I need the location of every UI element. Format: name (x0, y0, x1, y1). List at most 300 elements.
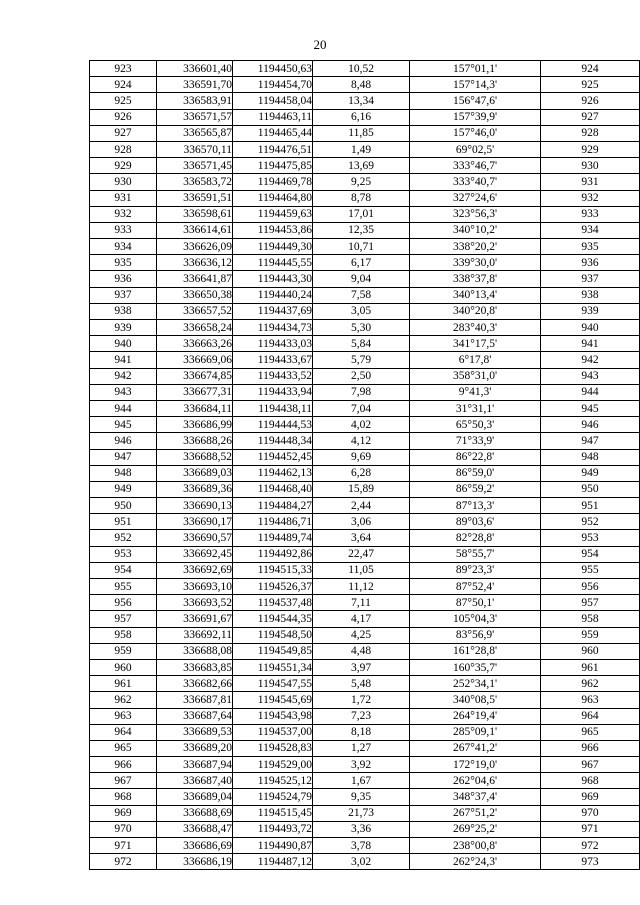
table-row (90, 109, 640, 125)
distance-cell: 3,92 (313, 757, 410, 773)
direction-angle-cell: 267°51,2' (410, 805, 541, 821)
direction-angle-cell: 348°37,4' (410, 789, 541, 805)
y-coordinate-cell: 1194433,03 (233, 336, 313, 352)
x-coordinate-cell: 336689,04 (157, 789, 233, 805)
next-point-cell: 948 (541, 449, 640, 465)
distance-cell: 13,69 (313, 158, 410, 174)
x-coordinate-cell: 336687,81 (157, 692, 233, 708)
direction-angle-cell: 89°23,3' (410, 562, 541, 578)
y-coordinate-cell: 1194529,00 (233, 757, 313, 773)
x-coordinate-cell: 336689,53 (157, 724, 233, 740)
point-number-cell: 966 (90, 757, 157, 773)
y-coordinate-cell: 1194469,78 (233, 174, 313, 190)
point-number-cell: 937 (90, 287, 157, 303)
x-coordinate-cell: 336690,57 (157, 530, 233, 546)
point-number-cell: 925 (90, 93, 157, 109)
distance-cell: 4,12 (313, 433, 410, 449)
point-number-cell: 964 (90, 724, 157, 740)
distance-cell: 1,72 (313, 692, 410, 708)
direction-angle-cell: 358°31,0' (410, 368, 541, 384)
x-coordinate-cell: 336583,91 (157, 93, 233, 109)
y-coordinate-cell: 1194476,51 (233, 141, 313, 157)
table-row (90, 546, 640, 562)
x-coordinate-cell: 336693,10 (157, 579, 233, 595)
table-row (90, 708, 640, 724)
direction-angle-cell: 340°13,4' (410, 287, 541, 303)
next-point-cell: 933 (541, 206, 640, 222)
table-row (90, 773, 640, 789)
direction-angle-cell: 89°03,6' (410, 514, 541, 530)
next-point-cell: 950 (541, 481, 640, 497)
point-number-cell: 952 (90, 530, 157, 546)
distance-cell: 6,16 (313, 109, 410, 125)
direction-angle-cell: 333°46,7' (410, 158, 541, 174)
table-row (90, 740, 640, 756)
y-coordinate-cell: 1194544,35 (233, 611, 313, 627)
point-number-cell: 970 (90, 821, 157, 837)
point-number-cell: 942 (90, 368, 157, 384)
table-row (90, 724, 640, 740)
next-point-cell: 960 (541, 643, 640, 659)
y-coordinate-cell: 1194525,12 (233, 773, 313, 789)
y-coordinate-cell: 1194462,13 (233, 465, 313, 481)
next-point-cell: 967 (541, 757, 640, 773)
point-number-cell: 971 (90, 838, 157, 854)
point-number-cell: 968 (90, 789, 157, 805)
point-number-cell: 969 (90, 805, 157, 821)
direction-angle-cell: 333°40,7' (410, 174, 541, 190)
distance-cell: 7,11 (313, 595, 410, 611)
point-number-cell: 954 (90, 562, 157, 578)
table-row (90, 481, 640, 497)
next-point-cell: 956 (541, 579, 640, 595)
y-coordinate-cell: 1194515,45 (233, 805, 313, 821)
next-point-cell: 926 (541, 93, 640, 109)
direction-angle-cell: 86°59,0' (410, 465, 541, 481)
next-point-cell: 928 (541, 125, 640, 141)
next-point-cell: 959 (541, 627, 640, 643)
table-row (90, 805, 640, 821)
distance-cell: 12,35 (313, 222, 410, 238)
x-coordinate-cell: 336669,06 (157, 352, 233, 368)
distance-cell: 2,44 (313, 498, 410, 514)
table-row (90, 562, 640, 578)
distance-cell: 9,69 (313, 449, 410, 465)
direction-angle-cell: 172°19,0' (410, 757, 541, 773)
point-number-cell: 936 (90, 271, 157, 287)
x-coordinate-cell: 336663,26 (157, 336, 233, 352)
point-number-cell: 959 (90, 643, 157, 659)
direction-angle-cell: 86°59,2' (410, 481, 541, 497)
point-number-cell: 933 (90, 222, 157, 238)
y-coordinate-cell: 1194433,94 (233, 384, 313, 400)
y-coordinate-cell: 1194454,70 (233, 77, 313, 93)
x-coordinate-cell: 336591,70 (157, 77, 233, 93)
direction-angle-cell: 340°20,8' (410, 303, 541, 319)
y-coordinate-cell: 1194463,11 (233, 109, 313, 125)
distance-cell: 5,84 (313, 336, 410, 352)
y-coordinate-cell: 1194486,71 (233, 514, 313, 530)
x-coordinate-cell: 336690,17 (157, 514, 233, 530)
x-coordinate-cell: 336688,26 (157, 433, 233, 449)
direction-angle-cell: 338°20,2' (410, 239, 541, 255)
x-coordinate-cell: 336677,31 (157, 384, 233, 400)
coordinates-table (89, 60, 640, 870)
distance-cell: 7,23 (313, 708, 410, 724)
y-coordinate-cell: 1194545,69 (233, 692, 313, 708)
y-coordinate-cell: 1194526,37 (233, 579, 313, 595)
x-coordinate-cell: 336688,52 (157, 449, 233, 465)
distance-cell: 4,25 (313, 627, 410, 643)
point-number-cell: 963 (90, 708, 157, 724)
x-coordinate-cell: 336686,69 (157, 838, 233, 854)
x-coordinate-cell: 336689,03 (157, 465, 233, 481)
direction-angle-cell: 157°01,1' (410, 61, 541, 77)
distance-cell: 1,49 (313, 141, 410, 157)
next-point-cell: 931 (541, 174, 640, 190)
table-row (90, 643, 640, 659)
next-point-cell: 939 (541, 303, 640, 319)
point-number-cell: 927 (90, 125, 157, 141)
y-coordinate-cell: 1194445,55 (233, 255, 313, 271)
table-row (90, 303, 640, 319)
x-coordinate-cell: 336692,69 (157, 562, 233, 578)
y-coordinate-cell: 1194433,67 (233, 352, 313, 368)
y-coordinate-cell: 1194484,27 (233, 498, 313, 514)
y-coordinate-cell: 1194444,53 (233, 417, 313, 433)
next-point-cell: 954 (541, 546, 640, 562)
y-coordinate-cell: 1194487,12 (233, 854, 313, 870)
table-row (90, 352, 640, 368)
distance-cell: 5,48 (313, 676, 410, 692)
next-point-cell: 970 (541, 805, 640, 821)
y-coordinate-cell: 1194453,86 (233, 222, 313, 238)
point-number-cell: 947 (90, 449, 157, 465)
table-row (90, 465, 640, 481)
next-point-cell: 971 (541, 821, 640, 837)
table-row (90, 125, 640, 141)
x-coordinate-cell: 336693,52 (157, 595, 233, 611)
table-row (90, 611, 640, 627)
distance-cell: 11,85 (313, 125, 410, 141)
next-point-cell: 937 (541, 271, 640, 287)
table-row (90, 320, 640, 336)
distance-cell: 6,17 (313, 255, 410, 271)
distance-cell: 1,67 (313, 773, 410, 789)
next-point-cell: 938 (541, 287, 640, 303)
table-row (90, 530, 640, 546)
table-row (90, 854, 640, 870)
point-number-cell: 931 (90, 190, 157, 206)
x-coordinate-cell: 336688,08 (157, 643, 233, 659)
x-coordinate-cell: 336641,87 (157, 271, 233, 287)
distance-cell: 10,71 (313, 239, 410, 255)
x-coordinate-cell: 336598,61 (157, 206, 233, 222)
next-point-cell: 964 (541, 708, 640, 724)
direction-angle-cell: 285°09,1' (410, 724, 541, 740)
direction-angle-cell: 161°28,8' (410, 643, 541, 659)
direction-angle-cell: 157°46,0' (410, 125, 541, 141)
x-coordinate-cell: 336688,69 (157, 805, 233, 821)
x-coordinate-cell: 336614,61 (157, 222, 233, 238)
x-coordinate-cell: 336658,24 (157, 320, 233, 336)
table-row (90, 368, 640, 384)
direction-angle-cell: 71°33,9' (410, 433, 541, 449)
distance-cell: 11,12 (313, 579, 410, 595)
table-row (90, 821, 640, 837)
direction-angle-cell: 340°10,2' (410, 222, 541, 238)
direction-angle-cell: 6°17,8' (410, 352, 541, 368)
next-point-cell: 968 (541, 773, 640, 789)
distance-cell: 9,25 (313, 174, 410, 190)
y-coordinate-cell: 1194551,34 (233, 659, 313, 675)
next-point-cell: 957 (541, 595, 640, 611)
next-point-cell: 944 (541, 384, 640, 400)
direction-angle-cell: 267°41,2' (410, 740, 541, 756)
y-coordinate-cell: 1194438,11 (233, 400, 313, 416)
distance-cell: 7,58 (313, 287, 410, 303)
point-number-cell: 949 (90, 481, 157, 497)
distance-cell: 5,30 (313, 320, 410, 336)
point-number-cell: 960 (90, 659, 157, 675)
x-coordinate-cell: 336650,38 (157, 287, 233, 303)
point-number-cell: 965 (90, 740, 157, 756)
x-coordinate-cell: 336626,09 (157, 239, 233, 255)
direction-angle-cell: 156°47,6' (410, 93, 541, 109)
y-coordinate-cell: 1194434,73 (233, 320, 313, 336)
next-point-cell: 943 (541, 368, 640, 384)
table-row (90, 222, 640, 238)
x-coordinate-cell: 336692,45 (157, 546, 233, 562)
distance-cell: 13,34 (313, 93, 410, 109)
direction-angle-cell: 283°40,3' (410, 320, 541, 336)
y-coordinate-cell: 1194449,30 (233, 239, 313, 255)
x-coordinate-cell: 336692,11 (157, 627, 233, 643)
next-point-cell: 958 (541, 611, 640, 627)
table-row (90, 93, 640, 109)
point-number-cell: 938 (90, 303, 157, 319)
next-point-cell: 947 (541, 433, 640, 449)
direction-angle-cell: 69°02,5' (410, 141, 541, 157)
distance-cell: 3,97 (313, 659, 410, 675)
next-point-cell: 955 (541, 562, 640, 578)
direction-angle-cell: 327°24,6' (410, 190, 541, 206)
direction-angle-cell: 269°25,2' (410, 821, 541, 837)
direction-angle-cell: 87°52,4' (410, 579, 541, 595)
distance-cell: 11,05 (313, 562, 410, 578)
y-coordinate-cell: 1194459,63 (233, 206, 313, 222)
next-point-cell: 940 (541, 320, 640, 336)
distance-cell: 5,79 (313, 352, 410, 368)
table-row (90, 400, 640, 416)
table-row (90, 449, 640, 465)
y-coordinate-cell: 1194452,45 (233, 449, 313, 465)
table-row (90, 255, 640, 271)
distance-cell: 2,50 (313, 368, 410, 384)
x-coordinate-cell: 336689,20 (157, 740, 233, 756)
direction-angle-cell: 86°22,8' (410, 449, 541, 465)
y-coordinate-cell: 1194528,83 (233, 740, 313, 756)
direction-angle-cell: 323°56,3' (410, 206, 541, 222)
point-number-cell: 939 (90, 320, 157, 336)
distance-cell: 7,04 (313, 400, 410, 416)
point-number-cell: 953 (90, 546, 157, 562)
point-number-cell: 926 (90, 109, 157, 125)
table-row (90, 659, 640, 675)
y-coordinate-cell: 1194537,48 (233, 595, 313, 611)
next-point-cell: 930 (541, 158, 640, 174)
direction-angle-cell: 58°55,7' (410, 546, 541, 562)
distance-cell: 22,47 (313, 546, 410, 562)
x-coordinate-cell: 336689,36 (157, 481, 233, 497)
table-row (90, 789, 640, 805)
distance-cell: 4,02 (313, 417, 410, 433)
table-row (90, 384, 640, 400)
table-row (90, 757, 640, 773)
next-point-cell: 952 (541, 514, 640, 530)
direction-angle-cell: 339°30,0' (410, 255, 541, 271)
point-number-cell: 956 (90, 595, 157, 611)
y-coordinate-cell: 1194490,87 (233, 838, 313, 854)
distance-cell: 8,78 (313, 190, 410, 206)
distance-cell: 3,78 (313, 838, 410, 854)
point-number-cell: 957 (90, 611, 157, 627)
x-coordinate-cell: 336688,47 (157, 821, 233, 837)
x-coordinate-cell: 336674,85 (157, 368, 233, 384)
point-number-cell: 972 (90, 854, 157, 870)
y-coordinate-cell: 1194537,00 (233, 724, 313, 740)
y-coordinate-cell: 1194492,86 (233, 546, 313, 562)
table-row (90, 579, 640, 595)
distance-cell: 17,01 (313, 206, 410, 222)
table-row (90, 595, 640, 611)
next-point-cell: 934 (541, 222, 640, 238)
y-coordinate-cell: 1194468,40 (233, 481, 313, 497)
next-point-cell: 966 (541, 740, 640, 756)
y-coordinate-cell: 1194465,44 (233, 125, 313, 141)
y-coordinate-cell: 1194440,24 (233, 287, 313, 303)
direction-angle-cell: 105°04,3' (410, 611, 541, 627)
x-coordinate-cell: 336570,11 (157, 141, 233, 157)
point-number-cell: 967 (90, 773, 157, 789)
table-row (90, 77, 640, 93)
next-point-cell: 925 (541, 77, 640, 93)
x-coordinate-cell: 336571,57 (157, 109, 233, 125)
table-row (90, 61, 640, 77)
point-number-cell: 932 (90, 206, 157, 222)
x-coordinate-cell: 336690,13 (157, 498, 233, 514)
point-number-cell: 929 (90, 158, 157, 174)
table-row (90, 239, 640, 255)
page-number: 20 (313, 37, 327, 52)
table-row (90, 174, 640, 190)
direction-angle-cell: 83°56,9' (410, 627, 541, 643)
next-point-cell: 953 (541, 530, 640, 546)
y-coordinate-cell: 1194448,34 (233, 433, 313, 449)
next-point-cell: 946 (541, 417, 640, 433)
distance-cell: 3,06 (313, 514, 410, 530)
direction-angle-cell: 340°08,5' (410, 692, 541, 708)
point-number-cell: 935 (90, 255, 157, 271)
distance-cell: 8,18 (313, 724, 410, 740)
table-row (90, 287, 640, 303)
direction-angle-cell: 87°13,3' (410, 498, 541, 514)
table-row (90, 692, 640, 708)
y-coordinate-cell: 1194549,85 (233, 643, 313, 659)
distance-cell: 3,02 (313, 854, 410, 870)
x-coordinate-cell: 336683,85 (157, 659, 233, 675)
next-point-cell: 924 (541, 61, 640, 77)
next-point-cell: 963 (541, 692, 640, 708)
direction-angle-cell: 157°39,9' (410, 109, 541, 125)
point-number-cell: 948 (90, 465, 157, 481)
x-coordinate-cell: 336591,51 (157, 190, 233, 206)
table-row (90, 514, 640, 530)
direction-angle-cell: 9°41,3' (410, 384, 541, 400)
distance-cell: 4,17 (313, 611, 410, 627)
next-point-cell: 965 (541, 724, 640, 740)
distance-cell: 8,48 (313, 77, 410, 93)
point-number-cell: 962 (90, 692, 157, 708)
direction-angle-cell: 338°37,8' (410, 271, 541, 287)
y-coordinate-cell: 1194543,98 (233, 708, 313, 724)
table-row (90, 141, 640, 157)
next-point-cell: 961 (541, 659, 640, 675)
next-point-cell: 941 (541, 336, 640, 352)
direction-angle-cell: 341°17,5' (410, 336, 541, 352)
x-coordinate-cell: 336687,64 (157, 708, 233, 724)
point-number-cell: 934 (90, 239, 157, 255)
y-coordinate-cell: 1194548,50 (233, 627, 313, 643)
point-number-cell: 944 (90, 400, 157, 416)
y-coordinate-cell: 1194458,04 (233, 93, 313, 109)
next-point-cell: 962 (541, 676, 640, 692)
point-number-cell: 930 (90, 174, 157, 190)
point-number-cell: 940 (90, 336, 157, 352)
next-point-cell: 949 (541, 465, 640, 481)
table-row (90, 336, 640, 352)
distance-cell: 4,48 (313, 643, 410, 659)
point-number-cell: 955 (90, 579, 157, 595)
table-row (90, 627, 640, 643)
distance-cell: 3,36 (313, 821, 410, 837)
x-coordinate-cell: 336687,94 (157, 757, 233, 773)
direction-angle-cell: 160°35,7' (410, 659, 541, 675)
y-coordinate-cell: 1194437,69 (233, 303, 313, 319)
next-point-cell: 945 (541, 400, 640, 416)
x-coordinate-cell: 336691,67 (157, 611, 233, 627)
y-coordinate-cell: 1194489,74 (233, 530, 313, 546)
table-row (90, 433, 640, 449)
direction-angle-cell: 262°24,3' (410, 854, 541, 870)
x-coordinate-cell: 336686,99 (157, 417, 233, 433)
x-coordinate-cell: 336682,66 (157, 676, 233, 692)
direction-angle-cell: 262°04,6' (410, 773, 541, 789)
next-point-cell: 932 (541, 190, 640, 206)
y-coordinate-cell: 1194547,55 (233, 676, 313, 692)
point-number-cell: 923 (90, 61, 157, 77)
direction-angle-cell: 31°31,1' (410, 400, 541, 416)
distance-cell: 15,89 (313, 481, 410, 497)
next-point-cell: 935 (541, 239, 640, 255)
distance-cell: 6,28 (313, 465, 410, 481)
point-number-cell: 941 (90, 352, 157, 368)
next-point-cell: 927 (541, 109, 640, 125)
point-number-cell: 946 (90, 433, 157, 449)
x-coordinate-cell: 336636,12 (157, 255, 233, 271)
distance-cell: 21,73 (313, 805, 410, 821)
direction-angle-cell: 252°34,1' (410, 676, 541, 692)
